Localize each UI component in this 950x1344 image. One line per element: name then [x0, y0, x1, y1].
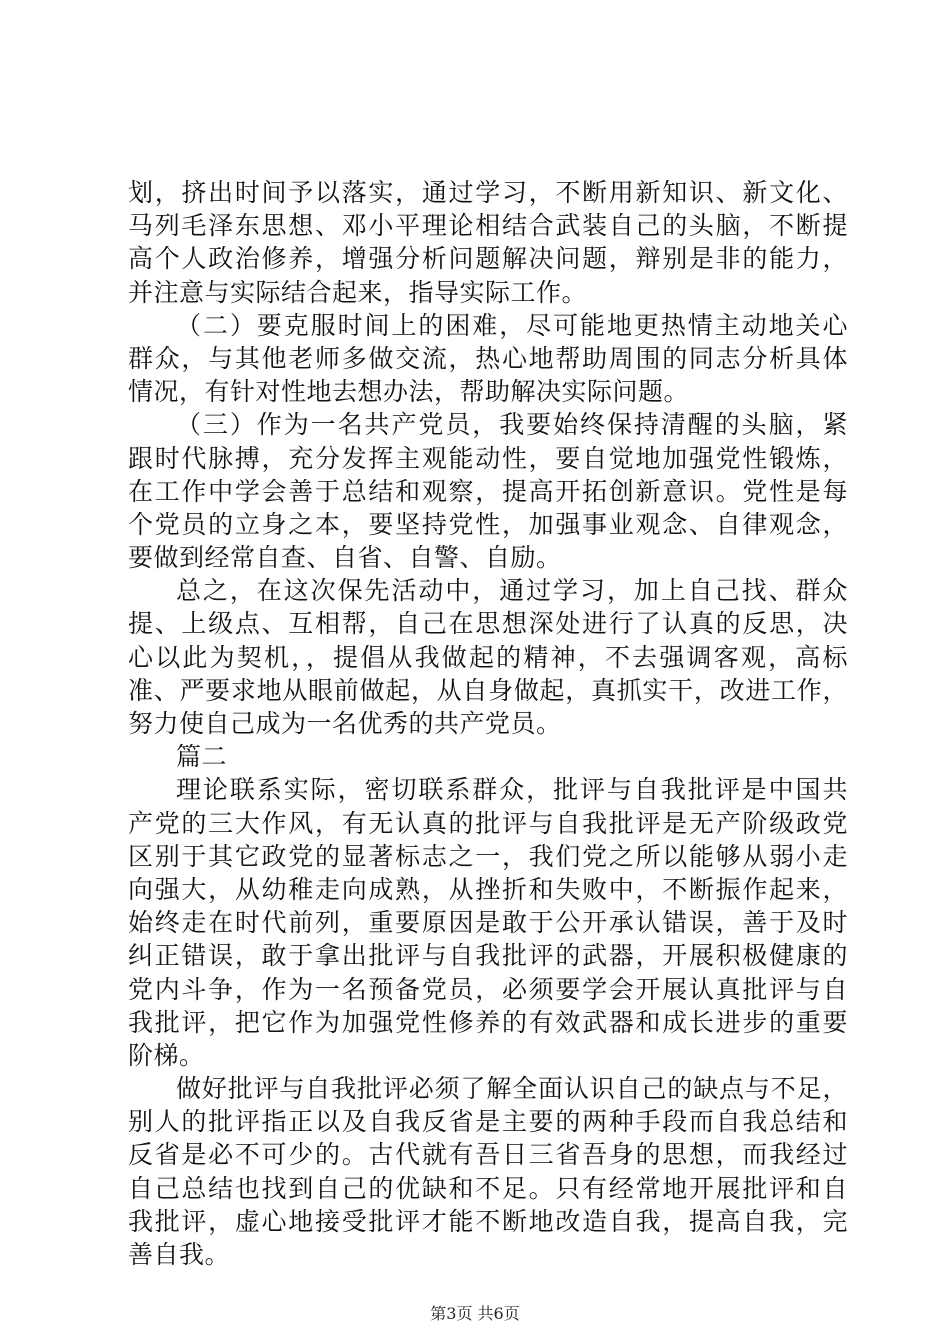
text-line: 始终走在时代前列，重要原因是敢于公开承认错误，善于及时 [128, 908, 848, 938]
text-line: 准、严要求地从眼前做起，从自身做起，真抓实干，改进工作， [128, 675, 848, 705]
text-line: 情况，有针对性地去想办法，帮助解决实际问题。 [128, 377, 690, 407]
text-line: 努力使自己成为一名优秀的共产党员。 [128, 709, 562, 738]
text-line: 党内斗争，作为一名预备党员，必须要学会开展认真批评与自 [128, 974, 848, 1004]
section-heading: 篇二 [176, 742, 228, 772]
text-line: 阶梯。 [128, 1040, 205, 1070]
text-line: 纠正错误，敢于拿出批评与自我批评的武器，开展积极健康的 [128, 941, 848, 971]
text-line: 要做到经常自查、自省、自警、自励。 [128, 543, 562, 573]
text-line: 做好批评与自我批评必须了解全面认识自己的缺点与不足， [176, 1074, 848, 1104]
text-line: 在工作中学会善于总结和观察，提高开拓创新意识。党性是每 [128, 476, 848, 506]
text-line: 高个人政治修养，增强分析问题解决问题，辩别是非的能力， [128, 244, 848, 274]
text-line: 划，挤出时间予以落实，通过学习，不断用新知识、新文化、 [128, 178, 848, 207]
text-line: 理论联系实际，密切联系群众，批评与自我批评是中国共 [176, 775, 848, 805]
text-line: 产党的三大作风，有无认真的批评与自我批评是无产阶级政党 [128, 808, 848, 838]
text-line: 跟时代脉搏，充分发挥主观能动性，要自觉地加强党性锻炼， [128, 443, 848, 473]
text-line: 个党员的立身之本，要坚持党性，加强事业观念、自律观念， [128, 509, 848, 539]
text-line: 马列毛泽东思想、邓小平理论相结合武装自己的头脑，不断提 [128, 211, 848, 241]
text-line: （二）要克服时间上的困难，尽可能地更热情主动地关心 [176, 310, 848, 340]
text-line: 区别于其它政党的显著标志之一，我们党之所以能够从弱小走 [128, 841, 848, 871]
text-line: 心以此为契机，，提倡从我做起的精神，不去强调客观，高标 [128, 642, 848, 672]
text-line: 总之，在这次保先活动中，通过学习，加上自己找、群众 [176, 576, 848, 606]
text-line: 善自我。 [128, 1240, 231, 1269]
document-body [128, 176, 848, 1271]
text-line: 并注意与实际结合起来，指导实际工作。 [128, 277, 588, 307]
text-line: 反省是必不可少的。古代就有吾日三省吾身的思想，而我经过 [128, 1140, 848, 1170]
text-line: （三）作为一名共产党员，我要始终保持清醒的头脑，紧 [176, 410, 848, 440]
page-footer: 第3页 共6页 [430, 1304, 520, 1323]
text-line: 提、上级点、互相帮，自己在思想深处进行了认真的反思，决 [128, 609, 848, 639]
text-line: 向强大，从幼稚走向成熟，从挫折和失败中，不断振作起来， [128, 874, 848, 904]
text-line: 群众，与其他老师多做交流，热心地帮助周围的同志分析具体 [128, 343, 848, 373]
text-line: 我批评，把它作为加强党性修养的有效武器和成长进步的重要 [128, 1007, 848, 1037]
text-line: 自己总结也找到自己的优缺和不足。只有经常地开展批评和自 [128, 1173, 848, 1203]
text-line: 别人的批评指正以及自我反省是主要的两种手段而自我总结和 [128, 1107, 848, 1137]
text-line: 我批评，虚心地接受批评才能不断地改造自我，提高自我，完 [128, 1206, 848, 1236]
